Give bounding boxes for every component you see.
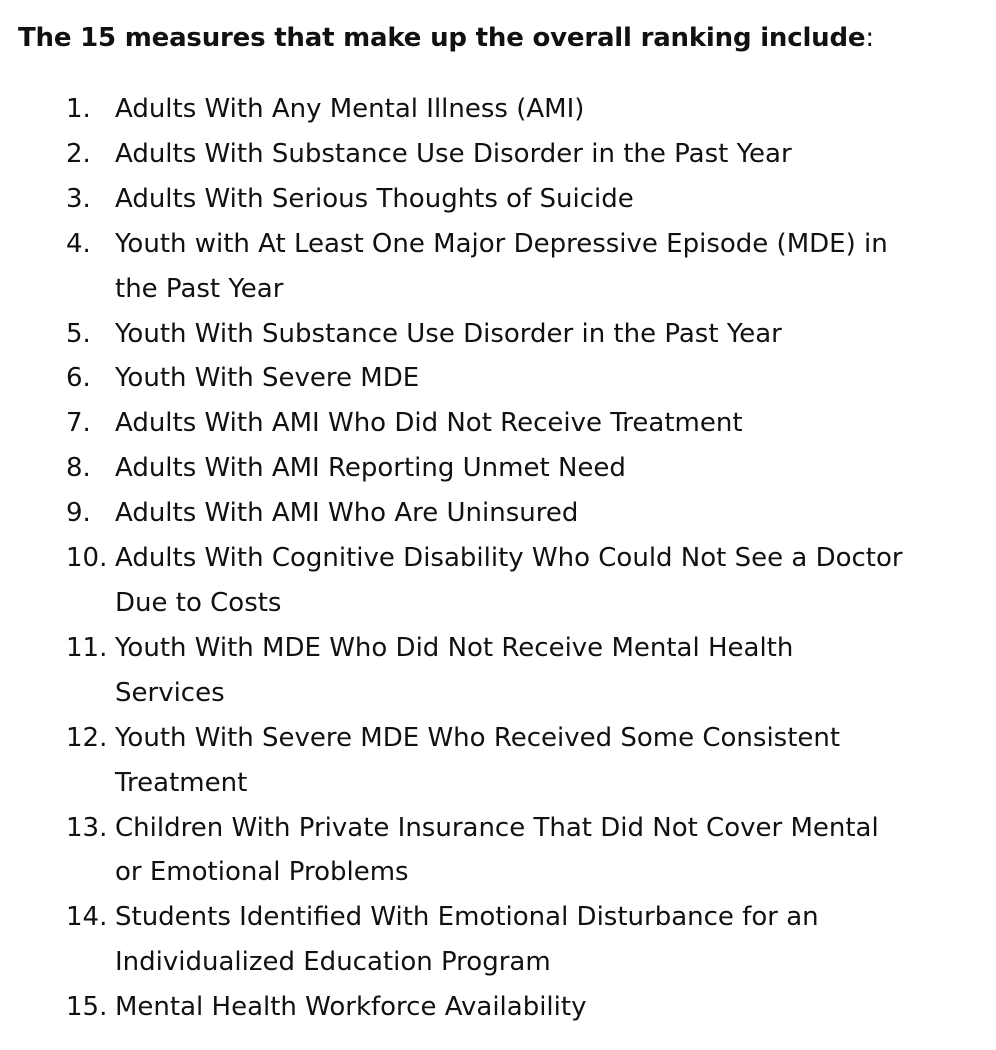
list-item [0, 626, 905, 716]
list-item-number: 11. [66, 632, 108, 663]
list-item-text: Youth With Substance Use Disorder in the Past Year [115, 318, 782, 349]
list-item-number: 7. [66, 408, 91, 439]
list-item-text: Adults With Cognitive Disability Who Could Not See a Doctor Due to Costs [115, 543, 903, 618]
list-item [0, 401, 905, 446]
list-item-text: Mental Health Workforce Availability [115, 992, 587, 1023]
list-item [0, 806, 905, 896]
list-item-text: Adults With Substance Use Disorder in the Past Year [115, 138, 792, 169]
list-item [0, 985, 905, 1030]
list-item [0, 132, 905, 177]
list-item-text: Adults With Serious Thoughts of Suicide [115, 183, 634, 214]
list-heading-colon: : [865, 23, 874, 53]
list-item [0, 222, 905, 312]
list-item-text: Youth With Severe MDE Who Received Some Consistent Treatment [115, 722, 841, 798]
list-item-text: Adults With AMI Reporting Unmet Need [115, 453, 626, 484]
list-item [0, 895, 905, 985]
list-item-number: 14. [66, 902, 108, 933]
list-item-number: 8. [66, 453, 91, 484]
list-heading-text: The 15 measures that make up the overall ranking include [18, 23, 866, 53]
list-item [0, 312, 905, 357]
list-item-number: 13. [66, 812, 108, 843]
list-item-number: 12. [66, 722, 108, 753]
list-item-text: Youth with At Least One Major Depressive Episode (MDE) in the Past Year [115, 228, 888, 304]
measures-list [0, 87, 996, 1030]
list-item [0, 87, 905, 132]
list-heading [18, 20, 874, 56]
list-item-number: 1. [66, 94, 91, 124]
list-item-text: Children With Private Insurance That Did Not Cover Mental or Emotional Problems [115, 812, 879, 888]
list-item [0, 536, 905, 626]
list-item-number: 3. [66, 183, 91, 214]
list-item-text: Youth With MDE Who Did Not Receive Mental Health Services [115, 632, 794, 708]
list-item [0, 356, 905, 401]
list-item-text: Adults With AMI Who Are Uninsured [115, 498, 579, 529]
list-item-text: Youth With Severe MDE [115, 363, 420, 394]
list-item [0, 177, 905, 222]
list-item-text: Students Identified With Emotional Disturbance for an Individualized Education Program [115, 902, 819, 978]
list-item [0, 716, 905, 806]
list-item-number: 15. [66, 992, 108, 1023]
list-item [0, 491, 905, 536]
list-item-number: 10. [66, 543, 108, 574]
list-item-number: 4. [66, 228, 91, 259]
list-item-number: 6. [66, 363, 91, 394]
list-item [0, 446, 905, 491]
list-item-number: 9. [66, 498, 91, 529]
list-item-text: Adults With AMI Who Did Not Receive Treatment [115, 408, 743, 439]
list-item-text: Adults With Any Mental Illness (AMI) [115, 94, 585, 124]
list-item-number: 5. [66, 318, 91, 349]
list-item-number: 2. [66, 138, 91, 169]
